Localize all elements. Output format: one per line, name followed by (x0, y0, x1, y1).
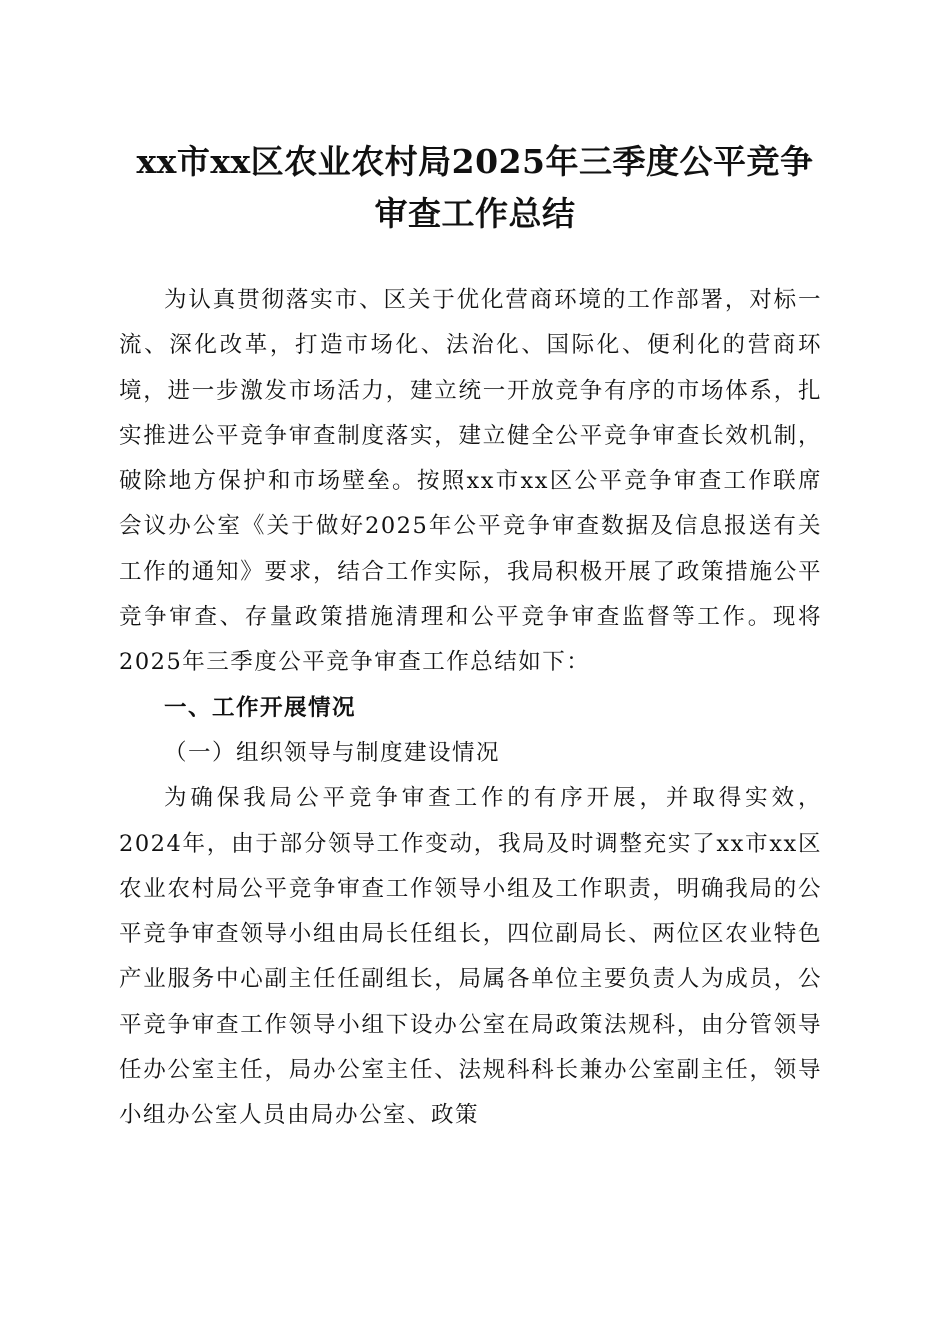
title-line-2: 审查工作总结 (374, 194, 576, 233)
subsection-heading: （一）组织领导与制度建设情况 (164, 739, 501, 766)
title-line-1: xx市xx区农业农村局2025年三季度公平竞争 (136, 142, 814, 181)
intro-paragraph: 为认真贯彻落实市、区关于优化营商环境的工作部署，对标一流、深化改革，打造市场化、法治化、国际化、便利化的营商环境，进一步激发市场活力，建立统一开放竞争有序的市场体系，扎实推进公平竞争审查制度落实，建立健全公平竞争审查长效机制，破除地方保护和市场壁垒。按照xx市xx区公平竞争审查工作联席会议办公室《关于做好2025年公平竞争审查数据及信息报送有关工作的通知》要求，结合工作实际，我局积极开展了政策措施公平竞争审查、存量政策措施清理和公平竞争审查监督等工作。现将2025年三季度公平竞争审查工作总结如下： (119, 287, 822, 676)
section-heading: 一、工作开展情况 (164, 694, 357, 721)
document-title (100, 136, 850, 240)
document-body (119, 278, 822, 1139)
body-paragraph: 为确保我局公平竞争审查工作的有序开展，并取得实效，2024年，由于部分领导工作变动，我局及时调整充实了xx市xx区农业农村局公平竞争审查工作领导小组及工作职责，明确我局的公平竞争审查领导小组由局长任组长，四位副局长、两位区农业特色产业服务中心副主任任副组长，局属各单位主要负责人为成员，公平竞争审查工作领导小组下设办公室在局政策法规科，由分管领导任办公室主任，局办公室主任、法规科科长兼办公室副主任，领导小组办公室人员由局办公室、政策 (119, 785, 822, 1129)
